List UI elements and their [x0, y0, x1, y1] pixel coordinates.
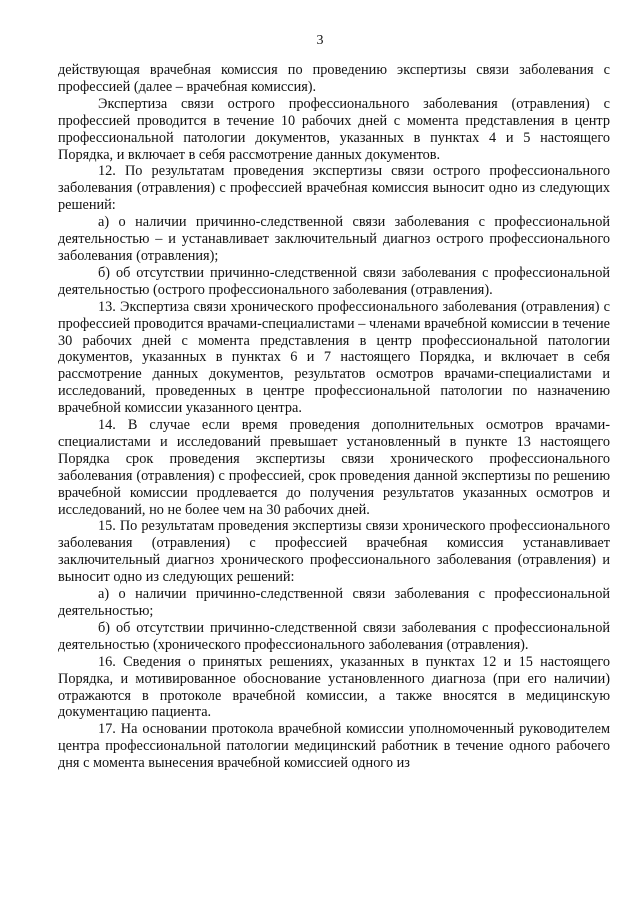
paragraph: Экспертиза связи острого профессионального заболевания (отравления) с профессией проводится в течение 10 рабочих дней с момента представления в центр профессиональной патологии документов, указанных в пунктах 4 и 5 настоящего Порядка, и включает в себя рассмотрение данных документов.	[58, 95, 610, 163]
paragraph: 13. Экспертиза связи хронического профессионального заболевания (отравления) с профессией проводится врачами-специалистами – членами врачебной комиссии в течение 30 рабочих дней с момента представления в центр профессиональной патологии документов, указанных в пунктах 6 и 7 настоящего Порядка, и включает в себя рассмотрение данных документов, результатов осмотров врачами-специалистами и исследований, проведенных в центре профессиональной патологии по назначению врачебной комиссии указанного центра.	[58, 298, 610, 417]
paragraph: б) об отсутствии причинно-следственной связи заболевания с профессиональной деятельностью (хронического профессионального заболевания (отравления).	[58, 619, 610, 653]
paragraph: б) об отсутствии причинно-следственной связи заболевания с профессиональной деятельностью (острого профессионального заболевания (отравления).	[58, 264, 610, 298]
paragraph: 15. По результатам проведения экспертизы связи хронического профессионального заболевания (отравления) с профессией врачебная комиссия устанавливает заключительный диагноз хронического профессионального заболевания (отравления) и выносит одно из следующих решений:	[58, 518, 610, 586]
document-body	[58, 62, 610, 772]
paragraph: 12. По результатам проведения экспертизы связи острого профессионального заболевания (отравления) с профессией врачебная комиссия выносит одно из следующих решений:	[58, 163, 610, 214]
page-number: 3	[316, 33, 324, 48]
paragraph: а) о наличии причинно-следственной связи заболевания с профессиональной деятельностью – и устанавливает заключительный диагноз острого профессионального заболевания (отравления);	[58, 214, 610, 264]
paragraph: 16. Сведения о принятых решениях, указанных в пунктах 12 и 15 настоящего Порядка, и мотивированное обоснование установленного диагноза (при его наличии) отражаются в протоколе врачебной комиссии, а также вносятся в медицинскую документацию пациента.	[58, 653, 610, 721]
paragraph: 17. На основании протокола врачебной комиссии уполномоченный руководителем центра профессиональной патологии медицинский работник в течение одного рабочего дня с момента вынесения врачебной комиссией одного из	[58, 721, 610, 772]
paragraph: 14. В случае если время проведения дополнительных осмотров врачами-специалистами и исследований превышает установленный в пункте 13 настоящего Порядка срок проведения экспертизы связи хронического профессионального заболевания (отравления) с профессией, срок проведения данной экспертизы по решению врачебной комиссии продлевается до получения результатов указанных осмотров и исследований, но не более чем на 30 рабочих дней.	[58, 417, 610, 518]
paragraph: действующая врачебная комиссия по проведению экспертизы связи заболевания с профессией (далее – врачебная комиссия).	[58, 62, 610, 95]
paragraph: а) о наличии причинно-следственной связи заболевания с профессиональной деятельностью;	[58, 586, 610, 619]
